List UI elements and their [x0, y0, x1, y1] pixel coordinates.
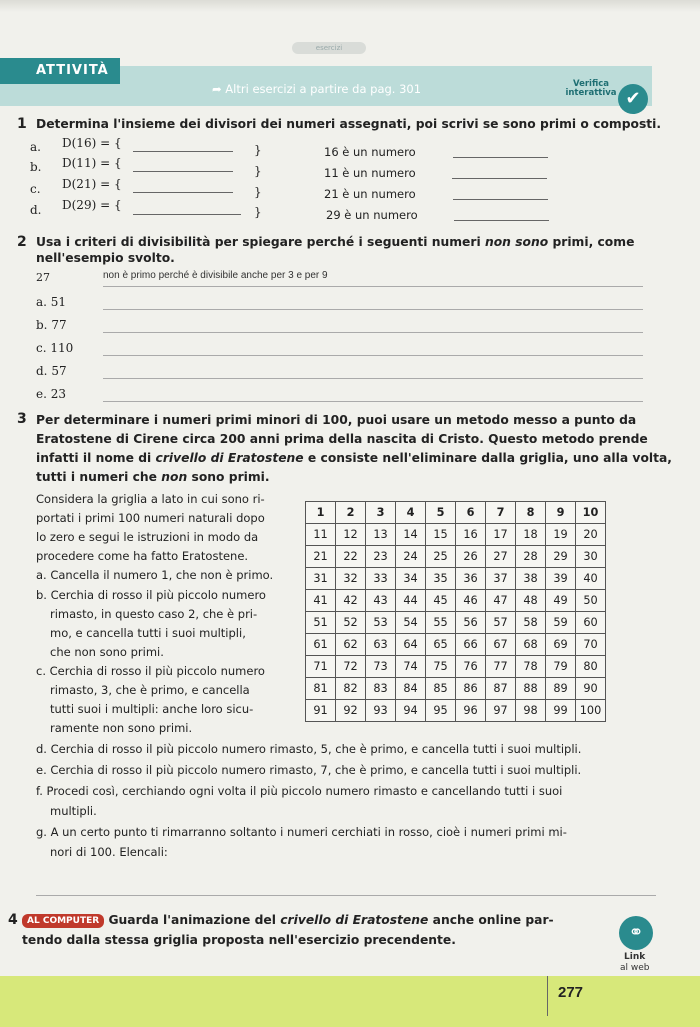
ex2-c-label: c.	[36, 341, 47, 355]
grid-cell[interactable]: 60	[576, 612, 606, 634]
grid-cell[interactable]: 22	[336, 546, 366, 568]
grid-cell[interactable]: 50	[576, 590, 606, 612]
grid-cell[interactable]: 9	[546, 502, 576, 524]
grid-cell[interactable]: 59	[546, 612, 576, 634]
grid-cell[interactable]: 97	[486, 700, 516, 722]
grid-cell[interactable]: 20	[576, 524, 606, 546]
grid-cell[interactable]: 38	[516, 568, 546, 590]
verifica-line1: Verifica	[572, 79, 610, 89]
grid-cell[interactable]: 64	[396, 634, 426, 656]
ex3-left-line4: procedere come ha fatto Eratostene.	[36, 549, 249, 563]
grid-cell[interactable]: 44	[396, 590, 426, 612]
ex1-instruction: Determina l'insieme dei divisori dei numeri assegnati, poi scrivi se sono primi o composti.	[36, 117, 662, 131]
ex3-answer-line[interactable]	[36, 895, 656, 896]
grid-row	[306, 700, 606, 722]
ex3-step-g-line1: g. A un certo punto ti rimarranno soltanto i numeri cerchiati in rosso, cioè i numeri primi mi-	[36, 825, 567, 839]
grid-cell[interactable]: 94	[396, 700, 426, 722]
grid-cell[interactable]: 29	[546, 546, 576, 568]
ex2-a-line[interactable]	[103, 309, 643, 310]
ex2-a-label: a.	[36, 295, 47, 309]
grid-cell[interactable]: 48	[516, 590, 546, 612]
ex3-step-a: a. Cancella il numero 1, che non è primo.	[36, 568, 274, 582]
grid-cell[interactable]: 91	[306, 700, 336, 722]
ex1-d-expr: D(29) = {	[62, 198, 122, 212]
ex3-step-g-line2: nori di 100. Elencali:	[50, 845, 168, 859]
grid-cell[interactable]: 28	[516, 546, 546, 568]
activity-tab-label: ATTIVITÀ	[36, 63, 109, 78]
footer-divider	[547, 976, 548, 1016]
link-sub[interactable]: al web	[620, 963, 650, 973]
ex1-c-label: c.	[30, 182, 41, 196]
ex4-text-italic: crivello di Eratostene	[280, 913, 429, 927]
grid-row	[306, 656, 606, 678]
grid-cell[interactable]: 63	[366, 634, 396, 656]
grid-row	[306, 612, 606, 634]
grid-cell[interactable]: 47	[486, 590, 516, 612]
page-shadow	[0, 0, 700, 12]
ex2-e	[36, 387, 66, 401]
ex2-e-value: 23	[50, 387, 67, 401]
grid-cell[interactable]: 43	[366, 590, 396, 612]
grid-cell[interactable]: 75	[426, 656, 456, 678]
grid-cell[interactable]: 35	[426, 568, 456, 590]
ex3-step-c-line4: ramente non sono primi.	[50, 721, 193, 735]
grid-cell[interactable]: 16	[456, 524, 486, 546]
ex4-text	[22, 913, 554, 928]
grid-cell[interactable]: 51	[306, 612, 336, 634]
grid-cell[interactable]: 58	[516, 612, 546, 634]
ex3-number: 3	[17, 411, 27, 427]
grid-cell[interactable]: 67	[486, 634, 516, 656]
ex3-step-d: d. Cerchia di rosso il più piccolo numero rimasto, 5, che è primo, e cancella tutti i suoi multipli.	[36, 742, 582, 756]
ex3-left-line3: lo zero e segui le istruzioni in modo da	[36, 530, 259, 544]
ex3-intro-line4	[36, 470, 270, 484]
ex1-a-close: }	[254, 143, 262, 157]
grid-cell[interactable]: 53	[366, 612, 396, 634]
more-exercises-link[interactable]: ➦ Altri esercizi a partire da pag. 301	[212, 82, 422, 96]
ex2-e-line[interactable]	[103, 401, 643, 402]
grid-cell[interactable]: 70	[576, 634, 606, 656]
grid-cell[interactable]: 30	[576, 546, 606, 568]
grid-cell[interactable]: 17	[486, 524, 516, 546]
ex1-b-label: b.	[30, 160, 42, 174]
ex2-number: 2	[17, 234, 27, 250]
grid-row	[306, 634, 606, 656]
ex3-intro-line2: Eratostene di Cirene circa 200 anni prima della nascita di Cristo. Questo metodo prende	[36, 432, 648, 446]
grid-cell[interactable]: 89	[546, 678, 576, 700]
ex2-b-label: b.	[36, 318, 48, 332]
grid-cell[interactable]: 46	[456, 590, 486, 612]
grid-cell[interactable]: 40	[576, 568, 606, 590]
ex2-d-label: d.	[36, 364, 48, 378]
grid-cell[interactable]: 12	[336, 524, 366, 546]
grid-cell[interactable]: 71	[306, 656, 336, 678]
ex1-d-statement: 29 è un numero	[326, 208, 418, 222]
ex3-intro-line1: Per determinare i numeri primi minori di 100, puoi usare un metodo messo a punto da	[36, 413, 637, 427]
link-icon[interactable]: ⚭	[619, 916, 653, 950]
grid-cell[interactable]: 55	[426, 612, 456, 634]
ex1-number: 1	[17, 116, 27, 132]
grid-row	[306, 568, 606, 590]
grid-cell[interactable]: 18	[516, 524, 546, 546]
ex2-a-value: 51	[50, 295, 67, 309]
ex2-instruction-line2: nell'esempio svolto.	[36, 251, 175, 265]
ex2-d-value: 57	[51, 364, 67, 378]
grid-cell[interactable]: 42	[336, 590, 366, 612]
grid-cell[interactable]: 84	[396, 678, 426, 700]
ex3-intro-line3b: e consiste nell'eliminare dalla griglia, uno alla volta,	[303, 451, 672, 465]
grid-cell[interactable]: 7	[486, 502, 516, 524]
ex1-c-statement: 21 è un numero	[324, 187, 416, 201]
grid-cell[interactable]: 52	[336, 612, 366, 634]
activity-tab	[0, 58, 120, 84]
grid-row	[306, 502, 606, 524]
ex1-a-answer[interactable]	[453, 157, 548, 158]
grid-cell[interactable]: 62	[336, 634, 366, 656]
grid-cell[interactable]: 25	[426, 546, 456, 568]
ex2-example-number: 27	[36, 271, 50, 284]
ex2-instruction-part2: primi, come	[548, 235, 635, 249]
grid-cell[interactable]: 90	[576, 678, 606, 700]
grid-cell[interactable]: 92	[336, 700, 366, 722]
grid-cell[interactable]: 31	[306, 568, 336, 590]
grid-cell[interactable]: 33	[366, 568, 396, 590]
ex2-c	[36, 341, 73, 355]
grid-cell[interactable]: 10	[576, 502, 606, 524]
grid-cell[interactable]: 6	[456, 502, 486, 524]
grid-cell[interactable]: 41	[306, 590, 336, 612]
ex1-b-close: }	[254, 164, 262, 178]
ex3-intro-line4-italic: non	[161, 470, 188, 484]
grid-cell[interactable]: 85	[426, 678, 456, 700]
ex3-left-line2: portati i primi 100 numeri naturali dopo	[36, 511, 265, 525]
page-number: 277	[558, 984, 584, 1001]
grid-cell[interactable]: 61	[306, 634, 336, 656]
ex2-b-value: 77	[51, 318, 67, 332]
ex3-step-b-line4: che non sono primi.	[50, 645, 164, 659]
grid-cell[interactable]: 26	[456, 546, 486, 568]
verifica-line2: interattiva	[565, 88, 617, 98]
ex2-instruction	[36, 235, 634, 249]
ex3-intro-line3	[36, 451, 672, 465]
grid-cell[interactable]: 99	[546, 700, 576, 722]
grid-cell[interactable]: 68	[516, 634, 546, 656]
ex4-number: 4	[8, 912, 18, 928]
ex2-b	[36, 318, 67, 332]
grid-row	[306, 546, 606, 568]
grid-cell[interactable]: 65	[426, 634, 456, 656]
grid-cell[interactable]: 57	[486, 612, 516, 634]
ex1-a-label: a.	[30, 140, 41, 154]
grid-cell[interactable]: 54	[396, 612, 426, 634]
ex1-c-answer[interactable]	[453, 199, 548, 200]
grid-cell[interactable]: 56	[456, 612, 486, 634]
grid-cell[interactable]: 2	[336, 502, 366, 524]
ex3-step-b-line1: b. Cerchia di rosso il più piccolo numero	[36, 588, 266, 602]
ex2-instruction-italic: non sono	[484, 235, 549, 249]
grid-cell[interactable]: 3	[366, 502, 396, 524]
grid-cell[interactable]: 21	[306, 546, 336, 568]
grid-cell[interactable]: 86	[456, 678, 486, 700]
grid-cell[interactable]: 13	[366, 524, 396, 546]
ex2-d	[36, 364, 67, 378]
ex1-d-blank[interactable]	[133, 214, 241, 215]
sieve-grid	[305, 501, 606, 722]
ex2-e-label: e.	[36, 387, 47, 401]
grid-cell[interactable]: 88	[516, 678, 546, 700]
ex3-step-c-line2: rimasto, 3, che è primo, e cancella	[50, 683, 250, 697]
ex4-text-part2: anche online par-	[428, 913, 554, 927]
grid-cell[interactable]: 79	[546, 656, 576, 678]
ex3-step-e: e. Cerchia di rosso il più piccolo numero rimasto, 7, che è primo, e cancella tutti i suoi multipli.	[36, 763, 582, 777]
ex3-step-c-line3: tutti suoi i multipli: anche loro sicu-	[50, 702, 254, 716]
grid-cell[interactable]: 100	[576, 700, 606, 722]
ex3-left-line1: Considera la griglia a lato in cui sono ri-	[36, 492, 265, 506]
grid-cell[interactable]: 83	[366, 678, 396, 700]
grid-cell[interactable]: 98	[516, 700, 546, 722]
ex2-example-line	[103, 286, 643, 287]
ex3-step-f-line1: f. Procedi così, cerchiando ogni volta il più piccolo numero rimasto e cancellando tutti i suoi	[36, 784, 563, 798]
grid-cell[interactable]: 45	[426, 590, 456, 612]
grid-cell[interactable]: 87	[486, 678, 516, 700]
ex4-text-line2: tendo dalla stessa griglia proposta nell'esercizio precendente.	[22, 933, 456, 947]
grid-cell[interactable]: 93	[366, 700, 396, 722]
check-icon[interactable]: ✔	[618, 84, 648, 114]
ex3-step-c-line1: c. Cerchia di rosso il più piccolo numero	[36, 664, 265, 678]
ex1-b-blank[interactable]	[133, 171, 233, 172]
page-footer	[0, 976, 700, 1027]
ex3-step-b-line2: rimasto, in questo caso 2, che è pri-	[50, 607, 258, 621]
ex1-d-answer[interactable]	[454, 220, 549, 221]
grid-cell[interactable]: 37	[486, 568, 516, 590]
ex2-c-value: 110	[50, 341, 74, 355]
ex2-c-line[interactable]	[103, 355, 643, 356]
ex2-d-line[interactable]	[103, 378, 643, 379]
grid-cell[interactable]: 77	[486, 656, 516, 678]
ex2-a	[36, 295, 66, 309]
grid-cell[interactable]: 66	[456, 634, 486, 656]
grid-cell[interactable]: 23	[366, 546, 396, 568]
ex1-c-blank[interactable]	[133, 192, 233, 193]
section-chip: esercizi	[292, 42, 366, 54]
grid-cell[interactable]: 96	[456, 700, 486, 722]
grid-cell[interactable]: 34	[396, 568, 426, 590]
ex3-intro-line4b: sono primi.	[187, 470, 270, 484]
link-label[interactable]: Link	[624, 952, 646, 962]
grid-cell[interactable]: 69	[546, 634, 576, 656]
grid-cell[interactable]: 1	[306, 502, 336, 524]
grid-cell[interactable]: 78	[516, 656, 546, 678]
grid-cell[interactable]: 19	[546, 524, 576, 546]
ex1-c-expr: D(21) = {	[62, 177, 122, 191]
grid-cell[interactable]: 11	[306, 524, 336, 546]
ex1-c-close: }	[254, 185, 262, 199]
grid-row	[306, 678, 606, 700]
grid-cell[interactable]: 95	[426, 700, 456, 722]
ex1-a-expr: D(16) = {	[62, 136, 122, 150]
grid-cell[interactable]: 76	[456, 656, 486, 678]
grid-row	[306, 524, 606, 546]
verifica-interattiva-label[interactable]	[556, 80, 626, 98]
grid-cell[interactable]: 32	[336, 568, 366, 590]
grid-cell[interactable]: 39	[546, 568, 576, 590]
ex2-instruction-part1: Usa i criteri di divisibilità per spiegare perché i seguenti numeri	[36, 235, 485, 249]
ex1-d-label: d.	[30, 203, 42, 217]
grid-cell[interactable]: 15	[426, 524, 456, 546]
ex1-b-answer[interactable]	[452, 178, 547, 179]
grid-cell[interactable]: 4	[396, 502, 426, 524]
grid-row	[306, 590, 606, 612]
ex2-b-line[interactable]	[103, 332, 643, 333]
grid-cell[interactable]: 73	[366, 656, 396, 678]
ex1-b-expr: D(11) = {	[62, 156, 122, 170]
ex1-b-statement: 11 è un numero	[324, 166, 416, 180]
ex3-intro-line4a: tutti i numeri che	[36, 470, 162, 484]
grid-cell[interactable]: 49	[546, 590, 576, 612]
ex2-example-answer: non è primo perché è divisibile anche per 3 e per 9	[103, 270, 328, 281]
grid-cell[interactable]: 24	[396, 546, 426, 568]
ex3-step-f-line2: multipli.	[50, 804, 97, 818]
ex3-intro-line3-italic: crivello di Eratostene	[155, 451, 304, 465]
grid-cell[interactable]: 80	[576, 656, 606, 678]
ex1-d-close: }	[254, 205, 262, 219]
al-computer-badge: AL COMPUTER	[22, 914, 104, 928]
grid-cell[interactable]: 82	[336, 678, 366, 700]
ex3-step-b-line3: mo, e cancella tutti i suoi multipli,	[50, 626, 246, 640]
grid-cell[interactable]: 72	[336, 656, 366, 678]
ex4-text-part1: Guarda l'animazione del	[104, 913, 281, 927]
grid-cell[interactable]: 36	[456, 568, 486, 590]
grid-cell[interactable]: 74	[396, 656, 426, 678]
grid-cell[interactable]: 8	[516, 502, 546, 524]
grid-cell[interactable]: 27	[486, 546, 516, 568]
grid-cell[interactable]: 5	[426, 502, 456, 524]
grid-cell[interactable]: 14	[396, 524, 426, 546]
ex1-a-blank[interactable]	[133, 151, 233, 152]
grid-cell[interactable]: 81	[306, 678, 336, 700]
ex3-intro-line3a: infatti il nome di	[36, 451, 156, 465]
ex1-a-statement: 16 è un numero	[324, 145, 416, 159]
